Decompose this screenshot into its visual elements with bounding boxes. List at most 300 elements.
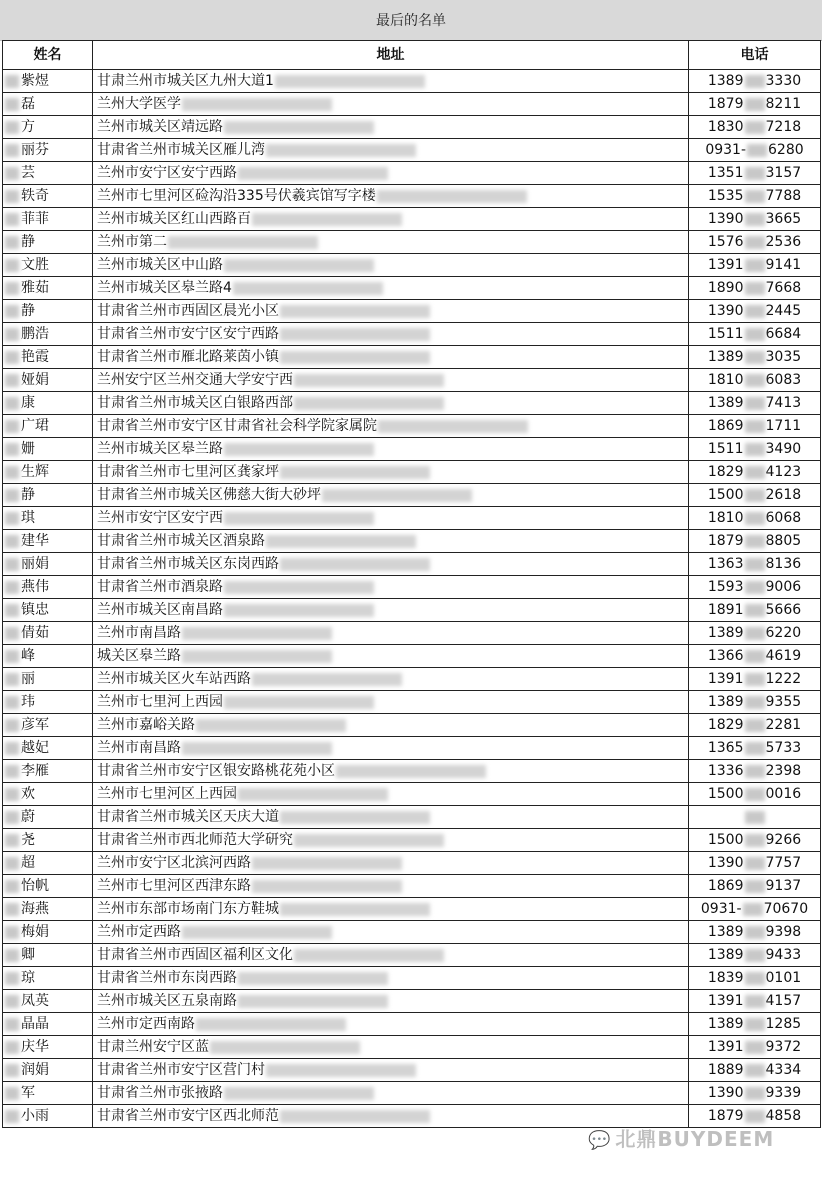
phone-end: 5733 bbox=[765, 740, 802, 756]
redaction-blur bbox=[224, 259, 374, 272]
phone-cell bbox=[689, 668, 821, 691]
phone-start: 1390 bbox=[707, 855, 744, 871]
redaction-blur bbox=[745, 512, 765, 525]
phone-start: 1576 bbox=[707, 234, 744, 250]
name-text: 静 bbox=[21, 234, 35, 250]
redaction-blur bbox=[182, 742, 332, 755]
name-cell bbox=[3, 277, 93, 300]
phone-end: 4619 bbox=[765, 648, 802, 664]
redaction-blur bbox=[5, 259, 19, 272]
phone-start: 1391 bbox=[707, 671, 744, 687]
name-text: 康 bbox=[21, 395, 35, 411]
phone-end: 7218 bbox=[765, 119, 802, 135]
phone-start: 1391 bbox=[707, 1039, 744, 1055]
redaction-blur bbox=[747, 144, 767, 157]
address-cell bbox=[93, 990, 689, 1013]
phone-start: 1336 bbox=[707, 763, 744, 779]
table-row bbox=[3, 507, 821, 530]
address-text: 兰州市城关区中山路 bbox=[97, 257, 223, 273]
redaction-blur bbox=[743, 903, 763, 916]
address-text: 甘肃省兰州市城关区东岗西路 bbox=[97, 556, 279, 572]
phone-end: 9372 bbox=[765, 1039, 802, 1055]
name-cell bbox=[3, 921, 93, 944]
name-cell bbox=[3, 622, 93, 645]
redaction-blur bbox=[5, 742, 19, 755]
redaction-blur bbox=[745, 765, 765, 778]
name-cell bbox=[3, 760, 93, 783]
table-row bbox=[3, 70, 821, 93]
redaction-blur bbox=[745, 857, 765, 870]
name-cell bbox=[3, 461, 93, 484]
phone-cell bbox=[689, 185, 821, 208]
redaction-blur bbox=[5, 305, 19, 318]
redaction-blur bbox=[252, 213, 402, 226]
address-cell bbox=[93, 208, 689, 231]
redaction-blur bbox=[224, 121, 374, 134]
phone-cell bbox=[689, 277, 821, 300]
phone-cell bbox=[689, 967, 821, 990]
name-text: 丽娟 bbox=[21, 556, 49, 572]
name-cell bbox=[3, 438, 93, 461]
address-text: 甘肃省兰州市张掖路 bbox=[97, 1085, 223, 1101]
redaction-blur bbox=[280, 351, 430, 364]
watermark bbox=[588, 1123, 774, 1152]
phone-end: 4157 bbox=[765, 993, 802, 1009]
name-cell bbox=[3, 599, 93, 622]
address-cell bbox=[93, 668, 689, 691]
phone-start: 1389 bbox=[707, 924, 744, 940]
phone-cell bbox=[689, 208, 821, 231]
phone-start: 1390 bbox=[707, 211, 744, 227]
phone-start: 1830 bbox=[707, 119, 744, 135]
redaction-blur bbox=[5, 190, 19, 203]
address-text: 兰州大学医学 bbox=[97, 96, 181, 112]
redaction-blur bbox=[5, 466, 19, 479]
name-cell bbox=[3, 185, 93, 208]
address-cell bbox=[93, 277, 689, 300]
redaction-blur bbox=[5, 857, 19, 870]
phone-end: 6220 bbox=[765, 625, 802, 641]
address-text: 甘肃省兰州市西北师范大学研究 bbox=[97, 832, 293, 848]
redaction-blur bbox=[252, 880, 402, 893]
name-cell bbox=[3, 162, 93, 185]
phone-end: 2536 bbox=[765, 234, 802, 250]
address-cell bbox=[93, 392, 689, 415]
name-text: 艳霞 bbox=[21, 349, 49, 365]
table-row bbox=[3, 806, 821, 829]
redaction-blur bbox=[266, 535, 416, 548]
redaction-blur bbox=[745, 834, 765, 847]
name-cell bbox=[3, 944, 93, 967]
name-cell bbox=[3, 93, 93, 116]
wechat-icon: 💬 bbox=[588, 1130, 612, 1151]
redaction-blur bbox=[294, 949, 444, 962]
redaction-blur bbox=[745, 397, 765, 410]
name-text: 琼 bbox=[21, 970, 35, 986]
name-text: 李雁 bbox=[21, 763, 49, 779]
table-row bbox=[3, 875, 821, 898]
address-text: 甘肃省兰州市酒泉路 bbox=[97, 579, 223, 595]
phone-cell bbox=[689, 530, 821, 553]
table-row bbox=[3, 277, 821, 300]
table-row bbox=[3, 93, 821, 116]
name-cell bbox=[3, 415, 93, 438]
phone-end: 9137 bbox=[765, 878, 802, 894]
address-text: 城关区皋兰路 bbox=[97, 648, 181, 664]
phone-end: 2281 bbox=[765, 717, 802, 733]
redaction-blur bbox=[745, 98, 765, 111]
phone-cell bbox=[689, 1036, 821, 1059]
redaction-blur bbox=[238, 788, 388, 801]
phone-start: 1810 bbox=[707, 372, 744, 388]
name-text: 卿 bbox=[21, 947, 35, 963]
name-text: 燕伟 bbox=[21, 579, 49, 595]
name-cell bbox=[3, 323, 93, 346]
address-text: 兰州市嘉峪关路 bbox=[97, 717, 195, 733]
address-text: 兰州市七里河上西园 bbox=[97, 694, 223, 710]
address-cell bbox=[93, 599, 689, 622]
phone-start: 1366 bbox=[707, 648, 744, 664]
redaction-blur bbox=[745, 351, 765, 364]
phone-end: 7668 bbox=[765, 280, 802, 296]
address-cell bbox=[93, 783, 689, 806]
phone-end: 3665 bbox=[765, 211, 802, 227]
name-cell bbox=[3, 530, 93, 553]
phone-cell bbox=[689, 576, 821, 599]
address-text: 兰州市七里河区硷沟沿335号伏羲宾馆写字楼 bbox=[97, 188, 376, 204]
address-text: 兰州市城关区南昌路 bbox=[97, 602, 223, 618]
redaction-blur bbox=[294, 834, 444, 847]
redaction-blur bbox=[5, 121, 19, 134]
table-row bbox=[3, 576, 821, 599]
name-cell bbox=[3, 300, 93, 323]
address-text: 兰州市定西南路 bbox=[97, 1016, 195, 1032]
table-row bbox=[3, 484, 821, 507]
phone-cell bbox=[689, 438, 821, 461]
phone-end: 1711 bbox=[765, 418, 802, 434]
redaction-blur bbox=[745, 788, 765, 801]
phone-start: 1511 bbox=[707, 441, 744, 457]
redaction-blur bbox=[5, 995, 19, 1008]
phone-end: 4858 bbox=[765, 1108, 802, 1124]
redaction-blur bbox=[5, 374, 19, 387]
address-cell bbox=[93, 553, 689, 576]
redaction-blur bbox=[5, 581, 19, 594]
phone-end: 4123 bbox=[765, 464, 802, 480]
redaction-blur bbox=[252, 857, 402, 870]
name-text: 芸 bbox=[21, 165, 35, 181]
address-text: 甘肃省兰州市城关区雁儿湾 bbox=[97, 142, 265, 158]
header-name: 姓名 bbox=[3, 41, 93, 70]
name-cell bbox=[3, 346, 93, 369]
table-row bbox=[3, 116, 821, 139]
redaction-blur bbox=[745, 1087, 765, 1100]
redaction-blur bbox=[5, 351, 19, 364]
address-cell bbox=[93, 507, 689, 530]
name-text: 彦军 bbox=[21, 717, 49, 733]
address-cell bbox=[93, 1059, 689, 1082]
redaction-blur bbox=[745, 949, 765, 962]
phone-cell bbox=[689, 1082, 821, 1105]
redaction-blur bbox=[745, 489, 765, 502]
redaction-blur bbox=[745, 374, 765, 387]
redaction-blur bbox=[224, 696, 374, 709]
redaction-blur bbox=[745, 1064, 765, 1077]
table-row bbox=[3, 1036, 821, 1059]
phone-cell bbox=[689, 990, 821, 1013]
phone-end: 9398 bbox=[765, 924, 802, 940]
redaction-blur bbox=[224, 604, 374, 617]
address-cell bbox=[93, 254, 689, 277]
redaction-blur bbox=[5, 811, 19, 824]
address-cell bbox=[93, 691, 689, 714]
name-text: 紫煜 bbox=[21, 73, 49, 89]
phone-start: 1389 bbox=[707, 694, 744, 710]
redaction-blur bbox=[745, 650, 765, 663]
redaction-blur bbox=[322, 489, 472, 502]
phone-start: 1869 bbox=[707, 418, 744, 434]
phone-start: 1500 bbox=[707, 832, 744, 848]
name-cell bbox=[3, 1036, 93, 1059]
redaction-blur bbox=[233, 282, 383, 295]
redaction-blur bbox=[745, 259, 765, 272]
table-row bbox=[3, 691, 821, 714]
name-text: 超 bbox=[21, 855, 35, 871]
table-row bbox=[3, 1082, 821, 1105]
phone-cell bbox=[689, 346, 821, 369]
phone-end: 6280 bbox=[768, 142, 804, 158]
address-text: 甘肃省兰州市安宁区营门村 bbox=[97, 1062, 265, 1078]
name-text: 丽芬 bbox=[21, 142, 49, 158]
name-text: 小雨 bbox=[21, 1108, 49, 1124]
redaction-blur bbox=[275, 75, 425, 88]
redaction-blur bbox=[266, 1064, 416, 1077]
address-text: 兰州市城关区靖远路 bbox=[97, 119, 223, 135]
redaction-blur bbox=[5, 834, 19, 847]
redaction-blur bbox=[745, 167, 765, 180]
redaction-blur bbox=[5, 788, 19, 801]
redaction-blur bbox=[238, 972, 388, 985]
redaction-blur bbox=[745, 742, 765, 755]
phone-end: 9006 bbox=[765, 579, 802, 595]
address-cell bbox=[93, 93, 689, 116]
address-cell bbox=[93, 829, 689, 852]
address-text: 甘肃省兰州市城关区白银路西部 bbox=[97, 395, 293, 411]
redaction-blur bbox=[5, 558, 19, 571]
name-text: 晶晶 bbox=[21, 1016, 49, 1032]
redaction-blur bbox=[745, 1041, 765, 1054]
phone-cell bbox=[689, 783, 821, 806]
address-cell bbox=[93, 921, 689, 944]
redaction-blur bbox=[280, 558, 430, 571]
name-text: 磊 bbox=[21, 96, 35, 112]
phone-start: 1363 bbox=[707, 556, 744, 572]
table-row bbox=[3, 1059, 821, 1082]
address-cell bbox=[93, 1013, 689, 1036]
header-address: 地址 bbox=[93, 41, 689, 70]
name-cell bbox=[3, 553, 93, 576]
phone-start: 1391 bbox=[707, 993, 744, 1009]
phone-end: 1222 bbox=[765, 671, 802, 687]
name-cell bbox=[3, 369, 93, 392]
name-text: 轶奇 bbox=[21, 188, 49, 204]
table-row bbox=[3, 737, 821, 760]
name-text: 怡帆 bbox=[21, 878, 49, 894]
redaction-blur bbox=[5, 328, 19, 341]
phone-end: 9433 bbox=[765, 947, 802, 963]
table-row bbox=[3, 208, 821, 231]
redaction-blur bbox=[266, 144, 416, 157]
name-cell bbox=[3, 507, 93, 530]
phone-end: 6068 bbox=[765, 510, 802, 526]
redaction-blur bbox=[238, 167, 388, 180]
redaction-blur bbox=[5, 75, 19, 88]
name-text: 峰 bbox=[21, 648, 35, 664]
table-row bbox=[3, 1013, 821, 1036]
phone-cell bbox=[689, 392, 821, 415]
address-text: 甘肃省兰州市七里河区龚家坪 bbox=[97, 464, 279, 480]
phone-start: 1535 bbox=[707, 188, 744, 204]
table-row bbox=[3, 967, 821, 990]
phone-end: 5666 bbox=[765, 602, 802, 618]
name-text: 姗 bbox=[21, 441, 35, 457]
phone-cell bbox=[689, 484, 821, 507]
phone-end: 9355 bbox=[765, 694, 802, 710]
phone-cell bbox=[689, 852, 821, 875]
name-text: 海燕 bbox=[21, 901, 49, 917]
address-cell bbox=[93, 369, 689, 392]
redaction-blur bbox=[168, 236, 318, 249]
address-cell bbox=[93, 760, 689, 783]
name-cell bbox=[3, 1013, 93, 1036]
phone-cell bbox=[689, 461, 821, 484]
phone-cell bbox=[689, 645, 821, 668]
redaction-blur bbox=[745, 581, 765, 594]
redaction-blur bbox=[182, 627, 332, 640]
name-text: 越妃 bbox=[21, 740, 49, 756]
redaction-blur bbox=[5, 512, 19, 525]
redaction-blur bbox=[745, 190, 765, 203]
phone-cell bbox=[689, 622, 821, 645]
phone-end: 8805 bbox=[765, 533, 802, 549]
phone-cell bbox=[689, 806, 821, 829]
phone-start: 1389 bbox=[707, 947, 744, 963]
redaction-blur bbox=[5, 1087, 19, 1100]
header-row bbox=[3, 41, 821, 70]
redaction-blur bbox=[5, 719, 19, 732]
redaction-blur bbox=[182, 650, 332, 663]
address-cell bbox=[93, 300, 689, 323]
phone-start: 1869 bbox=[707, 878, 744, 894]
name-cell bbox=[3, 668, 93, 691]
phone-start: 1500 bbox=[707, 487, 744, 503]
address-text: 兰州市东部市场南门东方鞋城 bbox=[97, 901, 279, 917]
phone-start: 1351 bbox=[707, 165, 744, 181]
table-row bbox=[3, 990, 821, 1013]
name-cell bbox=[3, 967, 93, 990]
phone-cell bbox=[689, 944, 821, 967]
address-text: 甘肃省兰州市东岗西路 bbox=[97, 970, 237, 986]
redaction-blur bbox=[745, 995, 765, 1008]
phone-cell bbox=[689, 875, 821, 898]
redaction-blur bbox=[252, 673, 402, 686]
address-cell bbox=[93, 70, 689, 93]
phone-start: 1593 bbox=[707, 579, 744, 595]
address-cell bbox=[93, 852, 689, 875]
name-cell bbox=[3, 875, 93, 898]
table-row bbox=[3, 829, 821, 852]
redaction-blur bbox=[280, 811, 430, 824]
redaction-blur bbox=[224, 512, 374, 525]
phone-cell bbox=[689, 829, 821, 852]
name-cell bbox=[3, 1105, 93, 1128]
redaction-blur bbox=[5, 696, 19, 709]
name-cell bbox=[3, 645, 93, 668]
phone-end: 9339 bbox=[765, 1085, 802, 1101]
address-text: 甘肃省兰州市安宁区安宁西路 bbox=[97, 326, 279, 342]
redaction-blur bbox=[745, 1110, 765, 1123]
table-row bbox=[3, 139, 821, 162]
redaction-blur bbox=[745, 121, 765, 134]
table-row bbox=[3, 553, 821, 576]
redaction-blur bbox=[5, 1018, 19, 1031]
name-cell bbox=[3, 70, 93, 93]
redaction-blur bbox=[745, 282, 765, 295]
redaction-blur bbox=[5, 650, 19, 663]
address-text: 兰州市城关区火车站西路 bbox=[97, 671, 251, 687]
phone-end: 9266 bbox=[765, 832, 802, 848]
redaction-blur bbox=[280, 903, 430, 916]
name-text: 丽 bbox=[21, 671, 35, 687]
phone-start: 1391 bbox=[707, 257, 744, 273]
address-text: 兰州市第二 bbox=[97, 234, 167, 250]
name-text: 倩茹 bbox=[21, 625, 49, 641]
redaction-blur bbox=[5, 236, 19, 249]
phone-start: 1829 bbox=[707, 717, 744, 733]
phone-start: 1389 bbox=[707, 625, 744, 641]
address-cell bbox=[93, 1036, 689, 1059]
redaction-blur bbox=[745, 328, 765, 341]
redaction-blur bbox=[5, 627, 19, 640]
redaction-blur bbox=[745, 466, 765, 479]
redaction-blur bbox=[5, 535, 19, 548]
redaction-blur bbox=[5, 1064, 19, 1077]
redaction-blur bbox=[238, 995, 388, 1008]
redaction-blur bbox=[5, 673, 19, 686]
phone-end: 3035 bbox=[765, 349, 802, 365]
name-text: 静 bbox=[21, 487, 35, 503]
name-cell bbox=[3, 1082, 93, 1105]
phone-end: 3330 bbox=[765, 73, 802, 89]
redaction-blur bbox=[5, 1041, 19, 1054]
contact-table bbox=[2, 40, 821, 1128]
name-cell bbox=[3, 1059, 93, 1082]
redaction-blur bbox=[745, 213, 765, 226]
address-cell bbox=[93, 645, 689, 668]
address-cell bbox=[93, 484, 689, 507]
name-text: 娅娟 bbox=[21, 372, 49, 388]
phone-end: 0101 bbox=[765, 970, 802, 986]
name-text: 梅娟 bbox=[21, 924, 49, 940]
redaction-blur bbox=[745, 558, 765, 571]
table-row bbox=[3, 438, 821, 461]
name-cell bbox=[3, 116, 93, 139]
address-text: 兰州市安宁区北滨河西路 bbox=[97, 855, 251, 871]
phone-end: 1285 bbox=[765, 1016, 802, 1032]
redaction-blur bbox=[224, 1087, 374, 1100]
phone-start: 1390 bbox=[707, 1085, 744, 1101]
phone-end: 9141 bbox=[765, 257, 802, 273]
